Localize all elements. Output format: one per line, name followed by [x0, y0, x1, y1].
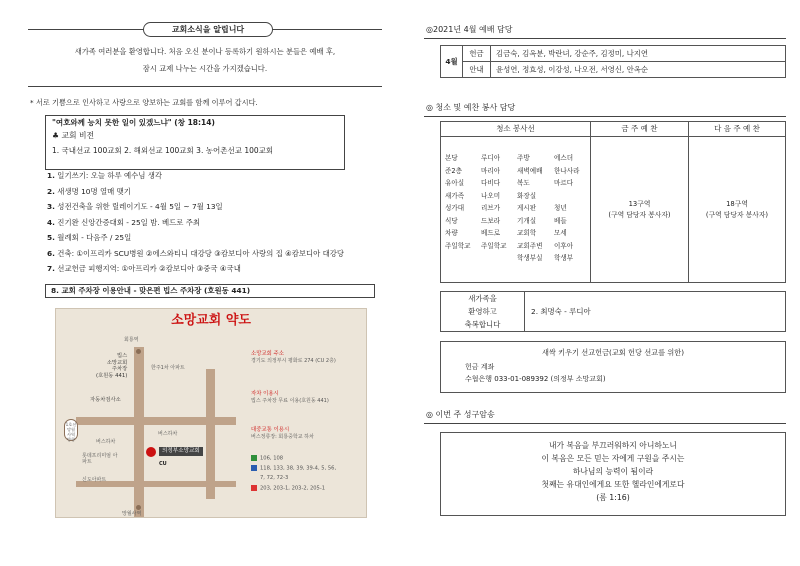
apartment-label: 신도아파트 — [82, 477, 107, 483]
cleaning-table — [440, 121, 786, 283]
car-info: 자차 이용시 빕스 주차장 무료 이용(호원동 441) — [251, 391, 329, 404]
verse-line: 내가 복음을 부끄러워하지 아니하노니 — [549, 441, 677, 450]
divider — [424, 116, 786, 117]
names-cell: 김금숙, 김옥분, 박란녀, 강순주, 김정미, 나지연 — [491, 46, 786, 62]
account-number: 수협은행 033-01-089392 (의정부 소망교회) — [465, 374, 606, 383]
verse-line: 이 복음은 모든 믿는 자에게 구원을 주시는 — [541, 454, 685, 463]
table-row — [441, 62, 786, 78]
memory-verse-box — [440, 432, 786, 516]
divider — [424, 38, 786, 39]
map-title: 소망교회 약도 — [171, 313, 251, 328]
notice-item: 2. 새생명 10명 열매 맺기 — [47, 186, 131, 196]
news-title: 교회소식을 알립니다 — [143, 22, 273, 37]
notice-list — [47, 171, 392, 280]
april-duty-table — [440, 45, 786, 78]
parking-label: 빕스 소망교회 주차장 (호원동 441) — [96, 353, 128, 379]
divider — [28, 86, 382, 87]
notice-item: 7. 선교헌금 피행지역: ①아프리카 ②캄보디아 ③중국 ④국내 — [47, 264, 241, 273]
divider — [424, 423, 786, 424]
bus-line: 7, 72, 72-3 — [260, 475, 289, 481]
station-label: 망월사역 — [122, 511, 142, 517]
table-header-row — [441, 122, 786, 137]
verse-reference: (롬 1:16) — [596, 493, 630, 502]
account-label: 헌금 계좌 — [465, 363, 495, 371]
bus-line: 106, 108 — [251, 455, 283, 462]
this-week-cell: 13구역 (구역 담당자 봉사자) — [591, 137, 689, 283]
notice-item: 5. 월례회 - 다음주 / 25일 — [47, 233, 132, 242]
month-cell: 4월 — [441, 46, 463, 78]
left-page — [18, 0, 392, 566]
role-cell: 헌금 — [463, 46, 491, 62]
clean-title: ◎ 청소 및 예찬 봉사 담당 — [426, 103, 516, 112]
welcome-line: 잠시 교제 나누는 시간을 가지겠습니다. — [142, 64, 268, 73]
address-info: 소망교회 주소 경기도 의정부시 평화로 274 (CU 2층) — [251, 351, 336, 364]
church-marker — [146, 447, 156, 457]
column-header: 금 주 예 찬 — [591, 122, 689, 137]
bus-stop-label: 버스하차 — [96, 439, 116, 445]
road-side — [206, 369, 215, 499]
inspection-label: 자동차검사소 — [90, 397, 121, 403]
area-grid: 본당 루디아 주방 에스더 준2층 마리아 새벽예배 한나사라 유아실 다비다 복도 마르다 새가족 나오미 화장실 성가대 리브가 게시판 청년 식당 드보라 기개실 베들 차량 베드로 교회학 모세 주일학교 주일학교 교회주변 이후아 학생부실 학생부 — [445, 154, 580, 262]
notice-item: 3. 성전건축을 위한 릴레이기도 - 4월 5일 ~ 7월 13일 — [47, 202, 223, 211]
column-header: 다 음 주 예 찬 — [689, 122, 786, 137]
mission-offering-box — [440, 341, 786, 393]
role-cell: 안내 — [463, 62, 491, 78]
welcome-line: 새가족 여러분을 환영합니다. 처음 오신 분이나 등록하기 원하시는 분들은 예배 후, — [74, 47, 336, 56]
bus-line: 118, 133, 38, 39, 39-4, 5, 56, — [251, 465, 336, 472]
newcomer-name: 2. 최명숙 - 루디아 — [525, 292, 786, 332]
verse-line: 하나님의 능력이 됨이라 — [572, 467, 654, 476]
newcomer-table — [440, 291, 786, 332]
church-map — [55, 308, 367, 518]
vision-line: 1. 국내선교 100교회 2. 해외선교 100교회 3. 농어촌선교 100교회 — [52, 146, 274, 156]
distance-badge: 1호선 망월사역 방향 — [64, 419, 78, 441]
right-page — [424, 0, 786, 566]
vision-title: ♣ 교회 비전 — [52, 131, 95, 141]
column-header: 청소 봉사선 — [441, 122, 591, 137]
welcome-message — [28, 43, 382, 77]
vision-box — [45, 115, 345, 170]
table-row — [441, 46, 786, 62]
notice-item: 1. 일기쓰기: 오늘 하루 예수님 생각 — [47, 171, 163, 180]
transit-info: 대중교통 이용시 버스정류장: 회룡중학교 하차 — [251, 427, 314, 440]
notice-item: 6. 건축: ①이프리카 SCU병원 ②에스와티니 대강당 ③캄보디아 사랑의 집 ④캄보디아 대강당 — [47, 248, 345, 258]
map-pin — [136, 349, 141, 354]
greeting-note: * 서로 기쁨으로 인사하고 사랑으로 양보하는 교회를 함께 이루어 갑시다. — [30, 98, 258, 107]
bus-line: 203, 203-1, 203-2, 205-1 — [251, 485, 325, 492]
names-cell: 윤성연, 정효성, 이강성, 나오전, 서영신, 안옥순 — [491, 62, 786, 78]
map-pin — [136, 505, 141, 510]
road-vertical — [134, 347, 144, 517]
april-title: ◎2021년 4월 예배 담당 — [426, 25, 513, 34]
station-label: 회룡역 — [124, 337, 139, 343]
church-label: 의정부소망교회 — [159, 447, 203, 456]
table-row — [441, 137, 786, 283]
memory-title: ◎ 이번 주 성구암송 — [426, 410, 495, 419]
bus-label: 버스하차 — [158, 431, 178, 437]
verse-line: 첫째는 유대인에게요 또한 헬라인에게로다 — [541, 480, 685, 489]
apartment-label: 롯데프리미엄 아파트 — [82, 453, 118, 466]
next-week-cell: 18구역 (구역 담당자 봉사자) — [689, 137, 786, 283]
newcomer-welcome: 새가족을 환영하고 축복합니다 — [441, 292, 525, 332]
cu-label: CU — [159, 461, 167, 467]
area-cell — [441, 137, 591, 283]
notice-item: 4. 진기완 신앙간증대회 - 25일 밤. 베드로 주최 — [47, 217, 201, 227]
parking-notice: 8. 교회 주차장 이용안내 - 맞은편 빕스 주차장 (호원동 441) — [45, 284, 375, 298]
table-row — [441, 292, 786, 332]
mission-title: 새싹 키우기 선교헌금(교회 헌당 선교를 위한) — [541, 348, 684, 357]
vision-verse: "여호와께 능치 못한 일이 있겠느냐" (창 18:14) — [52, 118, 215, 127]
apartment-label: 한주1차 아파트 — [151, 365, 185, 371]
